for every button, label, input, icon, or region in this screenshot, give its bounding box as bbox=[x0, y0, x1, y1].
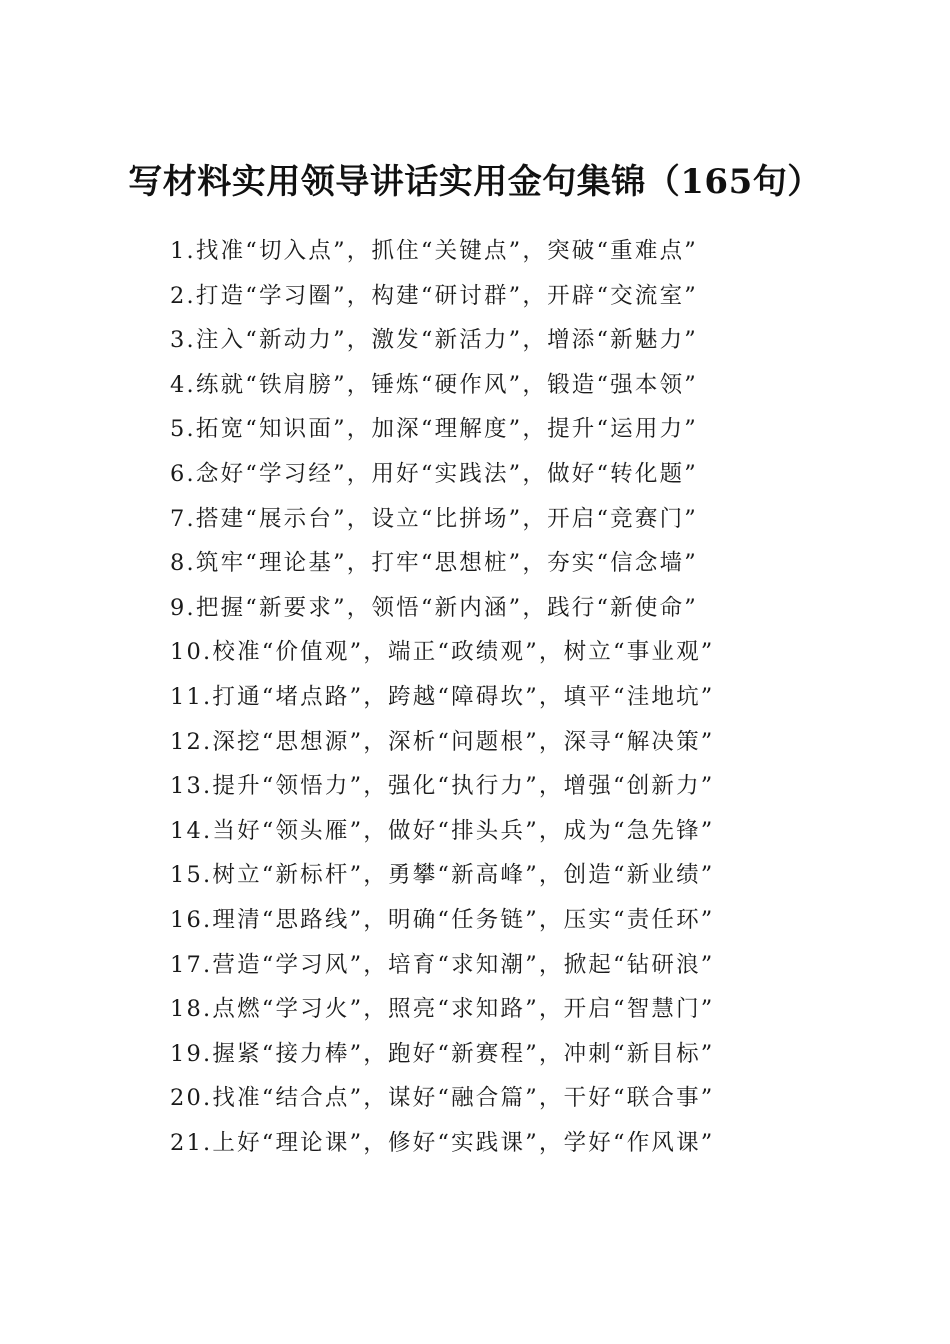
list-item: 20.找准“结合点”，谋好“融合篇”，干好“联合事” bbox=[170, 1085, 715, 1112]
list-item: 5.拓宽“知识面”，加深“理解度”，提升“运用力” bbox=[170, 416, 698, 443]
list-item: 13.提升“领悟力”，强化“执行力”，增强“创新力” bbox=[170, 773, 715, 800]
list-item: 9.把握“新要求”，领悟“新内涵”，践行“新使命” bbox=[170, 594, 698, 621]
list-item: 4.练就“铁肩膀”，锤炼“硬作风”，锻造“强本领” bbox=[170, 371, 698, 398]
list-item: 3.注入“新动力”，激发“新活力”，增添“新魅力” bbox=[170, 327, 698, 354]
list-item: 1.找准“切入点”，抓住“关键点”，突破“重难点” bbox=[170, 238, 698, 264]
list-item: 14.当好“领头雁”，做好“排头兵”，成为“急先锋” bbox=[170, 817, 715, 844]
document-title: 写材料实用领导讲话实用金句集锦（165句） bbox=[128, 161, 822, 202]
list-item: 12.深挖“思想源”，深析“问题根”，深寻“解决策” bbox=[170, 728, 715, 755]
list-item: 21.上好“理论课”，修好“实践课”，学好“作风课” bbox=[170, 1129, 715, 1156]
sentence-list bbox=[170, 229, 810, 1165]
list-item: 2.打造“学习圈”，构建“研讨群”，开辟“交流室” bbox=[170, 282, 698, 309]
list-item: 17.营造“学习风”，培育“求知潮”，掀起“钻研浪” bbox=[170, 951, 715, 978]
list-item: 18.点燃“学习火”，照亮“求知路”，开启“智慧门” bbox=[170, 996, 715, 1023]
list-item: 7.搭建“展示台”，设立“比拼场”，开启“竞赛门” bbox=[170, 505, 698, 532]
list-item: 6.念好“学习经”，用好“实践法”，做好“转化题” bbox=[170, 460, 698, 487]
list-item: 11.打通“堵点路”，跨越“障碍坎”，填平“洼地坑” bbox=[170, 683, 715, 710]
list-item: 15.树立“新标杆”，勇攀“新高峰”，创造“新业绩” bbox=[170, 862, 715, 889]
list-item: 19.握紧“接力棒”，跑好“新赛程”，冲刺“新目标” bbox=[170, 1040, 715, 1067]
list-item: 8.筑牢“理论基”，打牢“思想桩”，夯实“信念墙” bbox=[170, 550, 698, 577]
list-item: 10.校准“价值观”，端正“政绩观”，树立“事业观” bbox=[170, 639, 715, 666]
list-item: 16.理清“思路线”，明确“任务链”，压实“责任环” bbox=[170, 906, 715, 933]
